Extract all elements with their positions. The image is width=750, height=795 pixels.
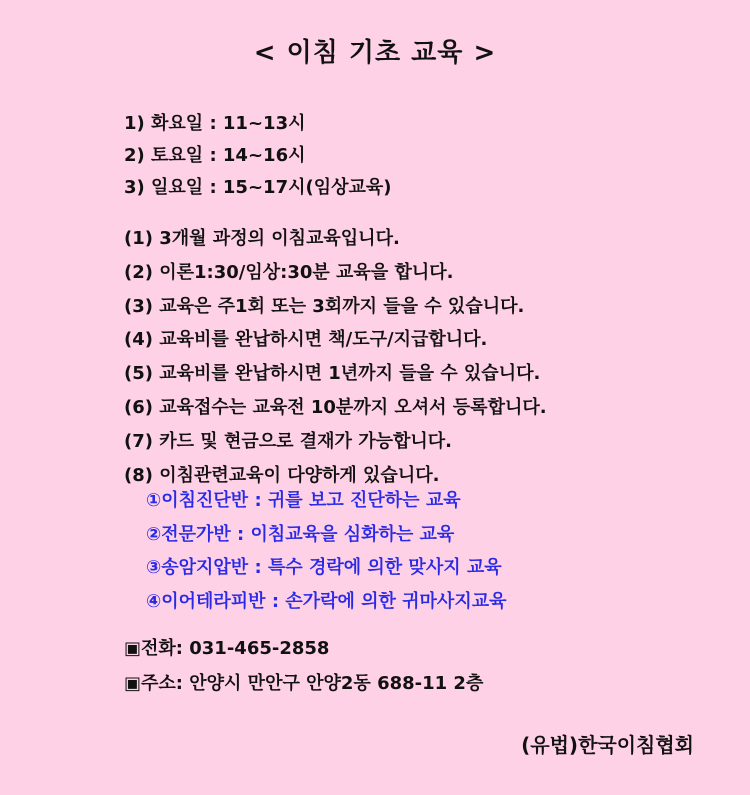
note-item-4: (4) 교육비를 완납하시면 책/도구/지급합니다. xyxy=(124,329,488,351)
contact-info xyxy=(124,631,483,701)
course-item-diagnosis: ①이침진단반 : 귀를 보고 진단하는 교육 xyxy=(146,490,461,511)
note-item-3: (3) 교육은 주1회 또는 3회까지 들을 수 있습니다. xyxy=(124,295,525,317)
contact-address: ▣주소: 안양시 만안구 안양2동 688-11 2층 xyxy=(124,673,484,694)
schedule-item-sunday: 3) 일요일 : 15~17시(임상교육) xyxy=(124,177,392,198)
course-item-ear-therapy: ④이어테라피반 : 손가락에 의한 귀마사지교육 xyxy=(146,590,507,612)
note-item-6: (6) 교육접수는 교육전 10분까지 오셔서 등록합니다. xyxy=(124,396,547,418)
note-item-1: (1) 3개월 과정의 이침교육입니다. xyxy=(124,228,400,249)
page-title: < 이침 기초 교육 > xyxy=(253,38,497,68)
note-item-7: (7) 카드 및 현금으로 결재가 가능합니다. xyxy=(124,430,452,452)
note-item-2: (2) 이론1:30/임상:30분 교육을 합니다. xyxy=(124,261,454,283)
schedule-list xyxy=(124,108,392,204)
course-item-acupressure: ③송암지압반 : 특수 경락에 의한 맞사지 교육 xyxy=(146,557,502,578)
course-list xyxy=(146,484,507,618)
note-item-8: (8) 이침관련교육이 다양하게 있습니다. xyxy=(124,464,440,486)
note-item-5: (5) 교육비를 완납하시면 1년까지 들을 수 있습니다. xyxy=(124,363,541,385)
course-item-expert: ②전문가반 : 이침교육을 심화하는 교육 xyxy=(146,523,455,545)
notes-list xyxy=(124,222,547,492)
organization-name: (유법)한국이침협회 xyxy=(521,733,694,757)
contact-phone: ▣전화: 031-465-2858 xyxy=(124,638,330,659)
schedule-item-saturday: 2) 토요일 : 14~16시 xyxy=(124,145,306,166)
schedule-item-tuesday: 1) 화요일 : 11~13시 xyxy=(124,113,306,134)
